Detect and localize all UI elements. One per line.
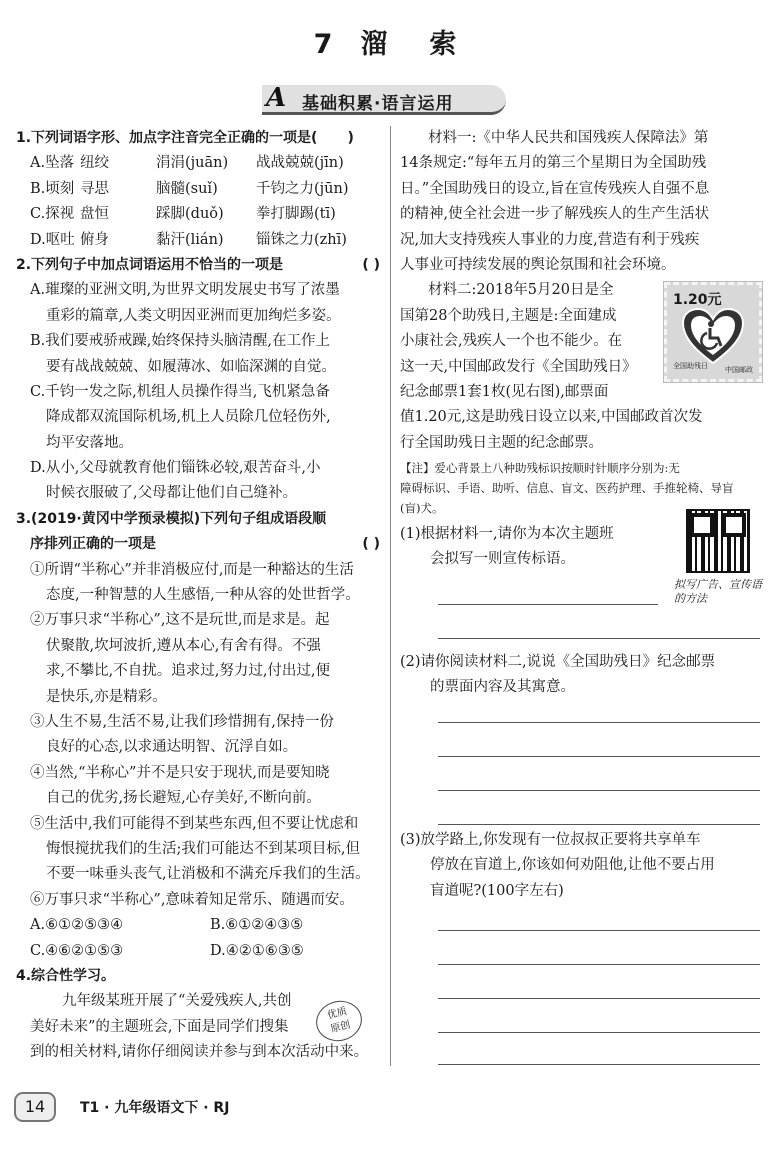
lesson-number: 7 <box>313 29 335 60</box>
q3-option-d: D.④②①⑥③⑤ <box>210 942 304 959</box>
section-letter: A <box>266 83 287 113</box>
q2-line: 重彩的篇章,人类文明因亚洲而更加绚烂多姿。 <box>46 307 341 324</box>
q2-line: D.从小,父母就教育他们锱铢必较,艰苦奋斗,小 <box>30 460 321 477</box>
section-label: 基础积累·语言运用 <box>302 94 454 114</box>
q3-sentence-line: 态度,一种智慧的人生感悟,一种从容的处世哲学。 <box>46 587 360 604</box>
q2-line: 时候衣服破了,父母都让他们自己缝补。 <box>46 485 298 502</box>
qr-caption: 拟写广告、宣传语的方法 <box>674 578 762 605</box>
q1-cell: 涓涓(juān) <box>156 155 229 172</box>
sub2-answer-line-2[interactable] <box>438 756 760 757</box>
sub3-answer-line-5[interactable] <box>438 1064 760 1065</box>
q1-cell: 踩脚(duǒ) <box>156 206 224 223</box>
material1-line: 的精神,使全社会进一步了解残疾人的生产生活状 <box>400 206 710 223</box>
q1-cell: 俯身 <box>80 231 109 248</box>
q3-stem-text: 序排列正确的一项是 <box>30 536 156 553</box>
badge-text: 优质 <box>326 1005 349 1022</box>
sub1-answer-line-2[interactable] <box>438 638 760 639</box>
stamp-value: 1.20元 <box>673 292 722 308</box>
q1-cell: 战战兢兢(jīn) <box>256 155 344 172</box>
q1-cell: 盘恒 <box>80 206 109 223</box>
page-number: 14 <box>14 1092 56 1122</box>
sub3-line: 盲道呢?(100字左右) <box>430 882 564 899</box>
material1-line: 材料一:《中华人民共和国残疾人保障法》第 <box>428 130 709 146</box>
q2-stem <box>16 253 380 278</box>
q2-line: 要有战战兢兢、如履薄冰、如临深渊的自觉。 <box>46 358 336 375</box>
column-divider <box>390 126 391 1066</box>
material2-line: 纪念邮票1套1枚(见右图),邮票面 <box>400 383 609 400</box>
q3-sentence-line: ①所谓“半称心”并非消极应付,而是一种豁达的生活 <box>30 561 354 578</box>
material1-line: 日。”全国助残日的设立,旨在宣传残疾人自强不息 <box>400 180 710 197</box>
qr-code-icon[interactable] <box>686 509 750 573</box>
q3-stem-line1: 3.(2019·黄冈中学预录模拟)下列句子组成语段顺 <box>16 510 327 527</box>
sub3-line: (3)放学路上,你发现有一位叔叔正要将共享单车 <box>400 832 701 848</box>
q3-sentence-line: ⑤生活中,我们可能得不到某些东西,但不要让忧虑和 <box>30 815 359 832</box>
lesson-title-char-1: 溜 <box>360 29 390 60</box>
sub2-block <box>400 650 762 701</box>
q3-sentence-line: 自己的优劣,扬长避短,心存美好,不断向前。 <box>46 790 321 807</box>
material2-line: 值1.20元,这是助残日设立以来,中国邮政首次发 <box>400 409 703 426</box>
material1-line: 况,加大支持残疾人事业的力度,营造有利于残疾 <box>400 231 700 248</box>
sub3-answer-line-3[interactable] <box>438 998 760 999</box>
q1-cell: 纽绞 <box>80 155 109 172</box>
q1-cell: 锱铢之力(zhī) <box>256 231 347 248</box>
lesson-title-char-2: 索 <box>429 29 459 60</box>
material2-line: 材料二:2018年5月20日是全 <box>428 282 614 299</box>
q3-sentence-line: 悔恨搅扰我们的生活;我们可能达不到某项目标,但 <box>46 840 360 857</box>
badge-text: 原创 <box>329 1019 352 1036</box>
q2-stem-text: 2.下列句子中加点词语运用不恰当的一项是 <box>16 256 284 273</box>
section-banner <box>262 83 508 117</box>
q3-sentence-line: ⑥万事只求“半称心”,意味着知足常乐、随遇而安。 <box>30 891 354 908</box>
q1-cell: 拳打脚踢(tī) <box>256 206 336 223</box>
q3-sentence-line: ②万事只求“半称心”,这不是玩世,而是求是。起 <box>30 612 330 629</box>
q1-paren: ) <box>347 130 354 146</box>
q1-option-d <box>16 228 380 253</box>
q2-line: 均平安落地。 <box>46 434 133 451</box>
material2-line: 这一天,中国邮政发行《全国助残日》 <box>400 358 637 375</box>
sub3-line: 停放在盲道上,你该如何劝阻他,让他不要占用 <box>430 857 715 874</box>
q3-sentence-line: 良好的心态,以求通达明智、沉浮自如。 <box>46 739 298 756</box>
q4-intro-line: 美好未来”的主题班会,下面是同学们搜集 <box>30 1018 289 1035</box>
q1-cell: 黏汗(lián) <box>156 231 224 248</box>
sub1-answer-line-1[interactable] <box>438 604 658 605</box>
q1-cell: 脑髓(suǐ) <box>156 180 218 197</box>
q1-option-a <box>16 151 380 176</box>
q3-stem-line2 <box>16 532 380 557</box>
material1-line: 人事业可持续发展的舆论氛围和社会环境。 <box>400 256 676 273</box>
q3-option-c: C.④⑥②①⑤③ <box>30 942 124 959</box>
q2-line: 降成都双流国际机场,机上人员除几位轻伤外, <box>46 409 331 426</box>
q3-option-a: A.⑥①②⑤③④ <box>30 917 124 934</box>
q3-option-b: B.⑥①②④③⑤ <box>210 917 304 934</box>
q2-line: B.我们要戒骄戒躁,始终保持头脑清醒,在工作上 <box>30 333 330 350</box>
q3-sentence-line: 不要一味垂头丧气,让消极和不满充斥我们的生活。 <box>46 866 370 883</box>
stamp-caption: 全国助残日 <box>673 362 708 370</box>
q1-stem <box>16 126 380 151</box>
note-line: (盲)犬。 <box>400 501 444 516</box>
material2-line: 小康社会,残疾人一个也不能少。在 <box>400 333 623 350</box>
q1-cell: A.坠落 <box>30 155 75 172</box>
q1-cell: 寻思 <box>80 180 109 197</box>
q4-stem: 4.综合性学习。 <box>16 967 116 984</box>
sub1-line: (1)根据材料一,请你为本次主题班 <box>400 526 614 543</box>
wheelchair-heart-icon <box>681 307 745 365</box>
q1-stem-text: 1.下列词语字形、加点字注音完全正确的一项是( <box>16 130 318 146</box>
material2-line: 国第28个助残日,主题是:全面建成 <box>400 307 617 324</box>
q3-sentence-line: 是快乐,亦是精彩。 <box>46 688 167 705</box>
q2-paren: ( ) <box>362 256 380 273</box>
q1-option-b <box>16 177 380 202</box>
q1-cell: C.探视 <box>30 206 75 223</box>
q1-cell: 千钧之力(jūn) <box>256 180 349 197</box>
q3-sentence-line: 伏聚散,坎坷波折,遵从本心,有舍有得。不强 <box>46 637 321 654</box>
sub3-answer-line-4[interactable] <box>438 1032 760 1033</box>
right-column <box>400 126 762 899</box>
q3-options-row-1 <box>16 913 380 938</box>
q1-cell: D.呕吐 <box>30 231 75 248</box>
sub2-line: 的票面内容及其寓意。 <box>430 679 575 696</box>
sub1-line: 会拟写一则宣传标语。 <box>430 551 575 568</box>
sub2-answer-line-3[interactable] <box>438 790 760 791</box>
note-line: 障碍标识、手语、助听、信息、盲文、医药护理、手推轮椅、导盲 <box>400 481 734 496</box>
q3-sentence-line: 求,不攀比,不自扰。追求过,努力过,付出过,便 <box>46 663 331 680</box>
q3-sentence-line: ④当然,“半称心”并不是只安于现状,而是要知晓 <box>30 764 330 781</box>
sub3-answer-line-2[interactable] <box>438 964 760 965</box>
note-line: 【注】爱心背景上八种助残标识按顺时针顺序分别为:无 <box>400 461 680 476</box>
q4-intro-line: 到的相关材料,请你仔细阅读并参与到本次活动中来。 <box>30 1044 369 1061</box>
q4-intro-line: 九年级某班开展了“关爱残疾人,共创 <box>62 993 292 1010</box>
page-title <box>0 22 772 61</box>
q1-cell: B.顷刻 <box>30 180 75 197</box>
material1-line: 14条规定:“每年五月的第三个星期日为全国助残 <box>400 155 707 172</box>
left-column <box>16 126 380 1065</box>
book-label: T1 · 九年级语文下 · RJ <box>80 1100 230 1116</box>
q2-line: A.璀璨的亚洲文明,为世界文明发展史书写了浓墨 <box>30 282 340 299</box>
q3-options-row-2 <box>16 939 380 964</box>
sub2-line: (2)请你阅读材料二,说说《全国助残日》纪念邮票 <box>400 654 716 670</box>
commemorative-stamp-image <box>664 282 762 382</box>
q1-option-c <box>16 202 380 227</box>
q3-paren: ( ) <box>362 536 380 553</box>
stamp-caption: 中国邮政 <box>725 366 753 374</box>
sub2-answer-line-4[interactable] <box>438 824 760 825</box>
sub3-answer-line-1[interactable] <box>438 930 760 931</box>
q2-line: C.千钧一发之际,机组人员操作得当,飞机紧急备 <box>30 383 330 400</box>
q3-sentence-line: ③人生不易,生活不易,让我们珍惜拥有,保持一份 <box>30 713 334 730</box>
sub2-answer-line-1[interactable] <box>438 722 760 723</box>
sub3-block <box>400 828 762 904</box>
material2-line: 行全国助残日主题的纪念邮票。 <box>400 434 603 451</box>
